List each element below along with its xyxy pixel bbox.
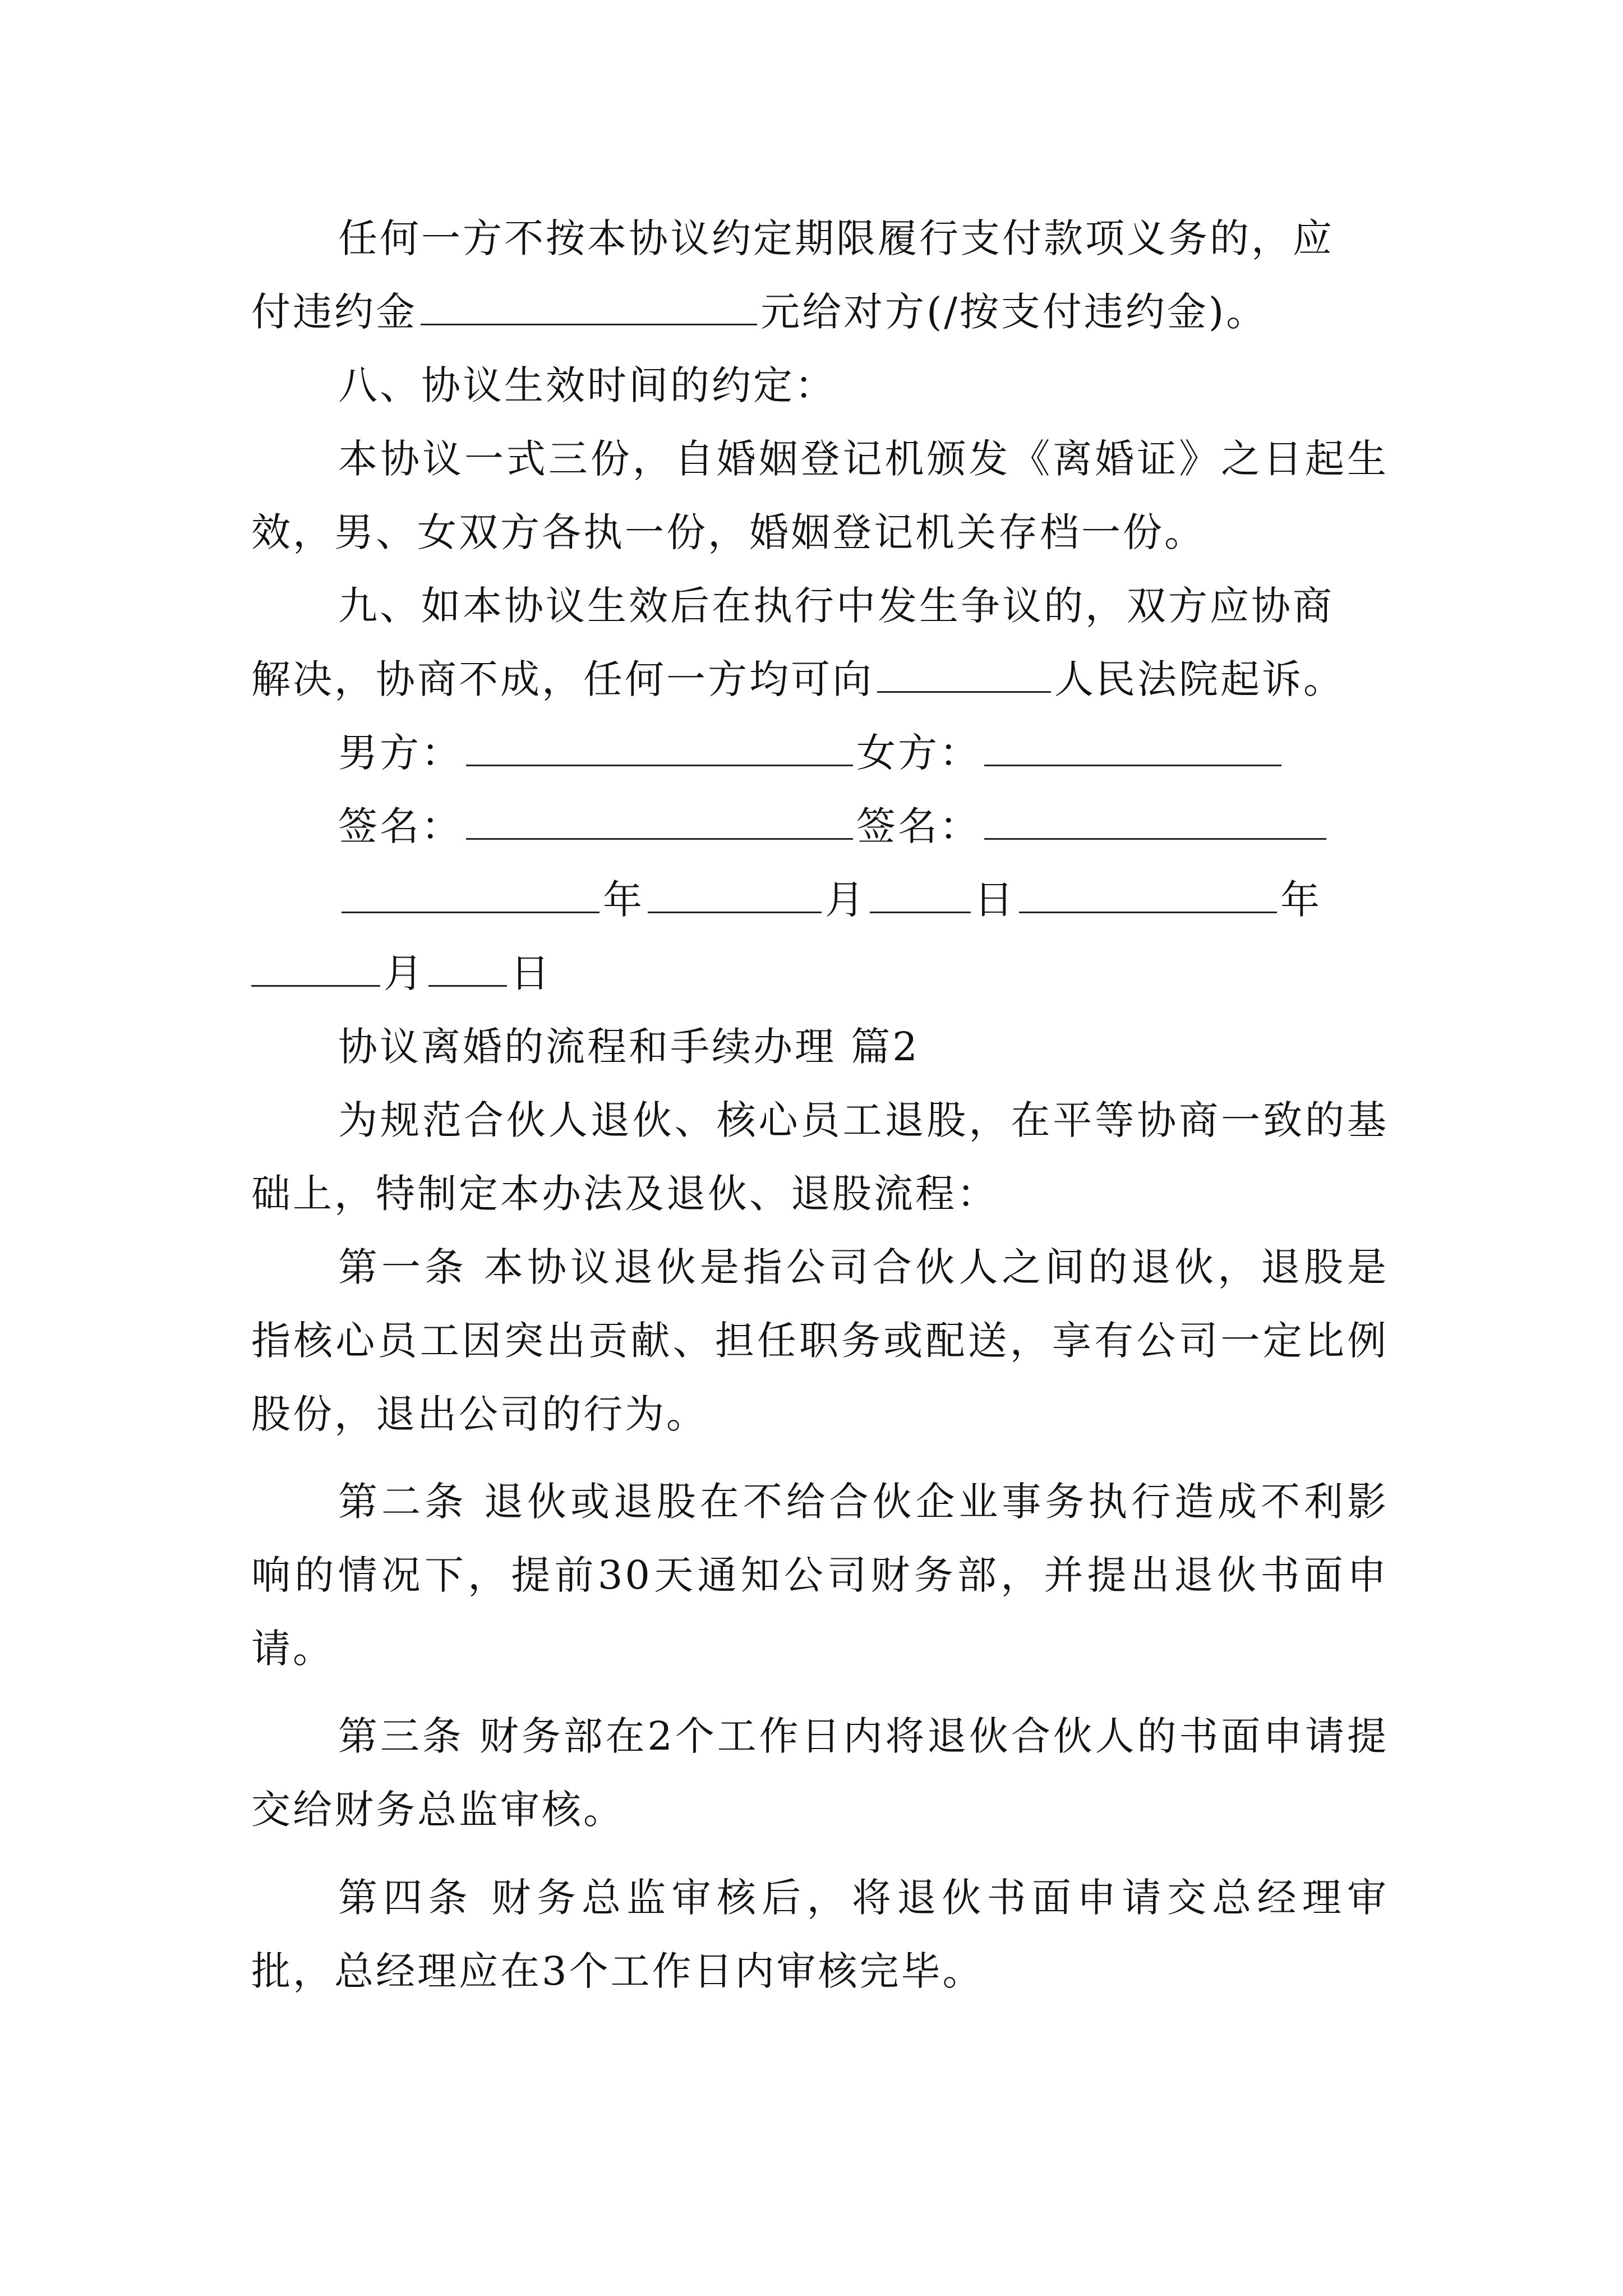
male-label: 男方： <box>338 730 463 776</box>
article-2: 第二条 退伙或退股在不给合伙企业事务执行造成不利影响的情况下，提前30天通知公司财务部，并提出退伙书面申请。 <box>251 1479 1389 1672</box>
article-4: 第四条 财务总监审核后，将退伙书面申请交总经理审批，总经理应在3个工作日内审核完毕。 <box>251 1875 1389 1994</box>
paragraph-penalty-line2: 付违约金 元给对方(/按支付违约金)。 <box>251 289 1268 335</box>
day-blank-2 <box>428 953 507 987</box>
penalty-amount-blank <box>421 291 757 325</box>
paragraph-dispute-line1: 九、如本协议生效后在执行中发生争议的，双方应协商 <box>338 583 1334 629</box>
signature-row <box>338 790 1330 863</box>
year-blank-2 <box>1019 879 1277 913</box>
section-eight-heading: 八、协议生效时间的约定： <box>338 362 836 408</box>
male-signature-blank <box>466 806 853 840</box>
male-name-blank <box>466 732 853 766</box>
date-row: 年 月 日 年 <box>338 863 1322 937</box>
month-blank-1 <box>648 879 822 913</box>
paragraph-effective: 本协议一式三份，自婚姻登记机颁发《离婚证》之日起生效，男、女双方各执一份，婚姻登记机关存档一份。 <box>251 436 1389 555</box>
day-blank-1 <box>870 879 971 913</box>
paragraph-dispute-line2: 解决，协商不成，任何一方均可向 人民法院起诉。 <box>251 656 1345 702</box>
court-name-blank <box>877 659 1051 693</box>
party-row <box>338 716 1285 790</box>
year-blank-1 <box>342 879 600 913</box>
month-blank-2 <box>251 953 380 987</box>
date-row-2: 月 日 <box>251 937 552 1010</box>
female-label: 女方： <box>856 730 981 776</box>
article-1: 第一条 本协议退伙是指公司合伙人之间的退伙，退股是指核心员工因突出贡献、担任职务或配送，享有公司一定比例股份，退出公司的行为。 <box>251 1244 1389 1437</box>
female-sign-label: 签名： <box>856 803 981 849</box>
section2-heading: 协议离婚的流程和手续办理 篇2 <box>338 1024 920 1070</box>
article-3: 第三条 财务部在2个工作日内将退伙合伙人的书面申请提交给财务总监审核。 <box>251 1713 1389 1833</box>
female-signature-blank <box>984 806 1326 840</box>
section2-intro: 为规范合伙人退伙、核心员工退股，在平等协商一致的基础上，特制定本办法及退伙、退股流程： <box>251 1097 1389 1217</box>
female-name-blank <box>984 732 1281 766</box>
male-sign-label: 签名： <box>338 803 463 849</box>
paragraph-penalty-line1: 任何一方不按本协议约定期限履行支付款项义务的，应 <box>338 215 1334 261</box>
